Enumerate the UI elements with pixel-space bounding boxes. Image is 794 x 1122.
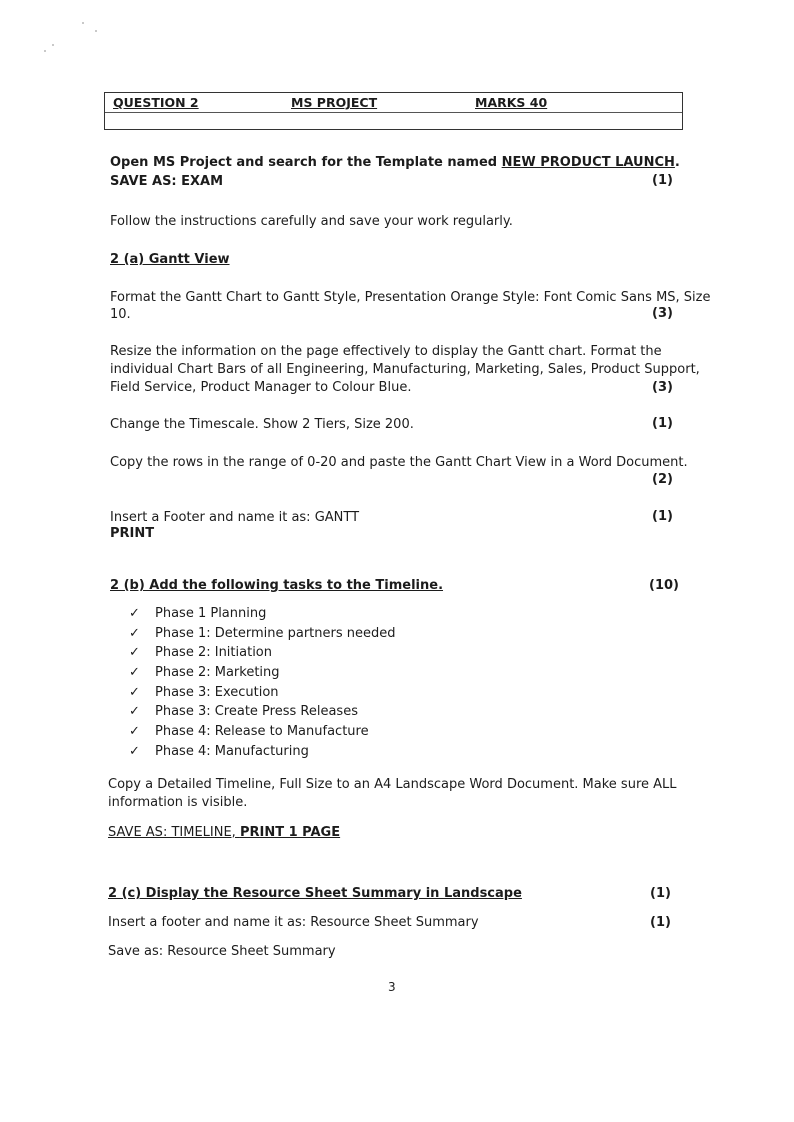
intro-mark: (1): [652, 173, 673, 188]
section-a-p2-line2: individual Chart Bars of all Engineering, Manufacturing, Marketing, Sales, Product Support,: [110, 362, 700, 377]
list-item: ✓ Phase 3: Create Press Releases: [129, 702, 395, 722]
checkmark-icon: ✓: [129, 684, 140, 700]
section-a-p4: Copy the rows in the range of 0-20 and paste the Gantt Chart View in a Word Document.: [110, 455, 688, 470]
timeline-task-list: [129, 604, 395, 762]
question-label: QUESTION 2: [113, 95, 199, 110]
scan-speck: [82, 22, 84, 24]
intro-line-1: Open MS Project and search for the Template named NEW PRODUCT LAUNCH.: [110, 155, 680, 170]
section-c-mark: (1): [650, 886, 671, 901]
section-c-save-line: Save as: Resource Sheet Summary: [108, 944, 336, 959]
section-b-heading: 2 (b) Add the following tasks to the Timeline.: [110, 578, 444, 593]
list-item: ✓ Phase 3: Execution: [129, 683, 395, 703]
section-c-footer-mark: (1): [650, 915, 671, 930]
checkmark-icon: ✓: [129, 645, 140, 661]
scan-speck: [52, 44, 54, 46]
page-number: 3: [388, 980, 396, 994]
section-a-heading: 2 (a) Gantt View: [110, 252, 230, 267]
section-c-footer-line: Insert a footer and name it as: Resource Sheet Summary: [108, 915, 479, 930]
section-a-p3-mark: (1): [652, 416, 673, 431]
section-a-p2-mark: (3): [652, 380, 673, 395]
subject-label: MS PROJECT: [291, 95, 378, 110]
checkmark-icon: ✓: [129, 665, 140, 681]
checkmark-icon: ✓: [129, 704, 140, 720]
section-a-p5-mark: (1): [652, 509, 673, 524]
list-item: ✓ Phase 4: Release to Manufacture: [129, 722, 395, 742]
list-item: ✓ Phase 1 Planning: [129, 604, 395, 624]
section-b-copy-line2: information is visible.: [108, 795, 248, 810]
section-b-mark: (10): [649, 578, 679, 593]
section-a-p3: Change the Timescale. Show 2 Tiers, Size 200.: [110, 417, 414, 432]
list-item: ✓ Phase 2: Initiation: [129, 643, 395, 663]
section-a-p1-line1: Format the Gantt Chart to Gantt Style, Presentation Orange Style: Font Comic Sans MS, Size: [110, 290, 711, 305]
section-a-p5: Insert a Footer and name it as: GANTT: [110, 510, 360, 525]
section-a-p4-mark: (2): [652, 472, 673, 487]
checkmark-icon: ✓: [129, 743, 140, 759]
checkmark-icon: ✓: [129, 606, 140, 621]
section-b-save-as: SAVE AS: TIMELINE, PRINT 1 PAGE: [108, 825, 341, 840]
header-rule: [105, 112, 682, 113]
checkmark-icon: ✓: [129, 724, 140, 740]
list-item: ✓ Phase 2: Marketing: [129, 663, 395, 683]
intro-save-as: SAVE AS: EXAM: [110, 174, 224, 189]
section-b-copy-line1: Copy a Detailed Timeline, Full Size to an A4 Landscape Word Document. Make sure ALL: [108, 777, 677, 792]
scan-speck: [44, 50, 46, 52]
template-name: NEW PRODUCT LAUNCH: [501, 155, 675, 170]
print-one-page: PRINT 1 PAGE: [239, 825, 341, 840]
section-a-p1-line2: 10.: [110, 307, 131, 322]
question-header-box: [104, 92, 683, 130]
list-item: ✓ Phase 4: Manufacturing: [129, 742, 395, 762]
instructions-text: Follow the instructions carefully and save your work regularly.: [110, 214, 513, 229]
scan-speck: [95, 30, 97, 32]
section-a-p2-line3: Field Service, Product Manager to Colour Blue.: [110, 380, 412, 395]
marks-label: MARKS 40: [475, 95, 548, 110]
checkmark-icon: ✓: [129, 625, 140, 641]
section-a-p2-line1: Resize the information on the page effectively to display the Gantt chart. Format the: [110, 344, 662, 359]
section-c-heading: 2 (c) Display the Resource Sheet Summary in Landscape: [108, 886, 522, 901]
section-a-print: PRINT: [110, 526, 155, 541]
section-a-p1-mark: (3): [652, 306, 673, 321]
list-item: ✓ Phase 1: Determine partners needed: [129, 624, 395, 644]
